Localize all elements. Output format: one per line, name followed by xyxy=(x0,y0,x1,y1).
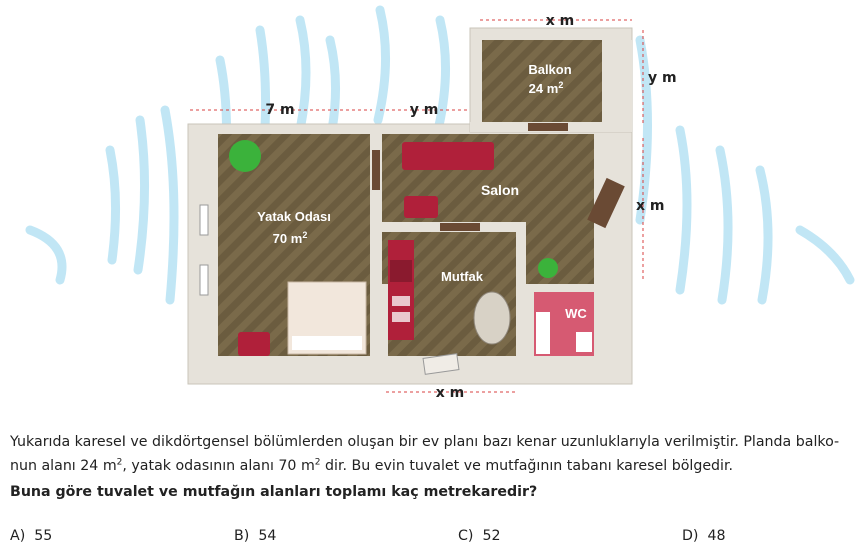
question-line-2a: nun alanı 24 m xyxy=(10,458,117,474)
room-balkon-area: 24 $m^2$ xyxy=(528,80,564,96)
question-line-2c: dir. Bu evin tuvalet ve mutfağının tabanı karesel bölgedir. xyxy=(320,458,734,474)
question-line-2b: , yatak odasının alanı 70 m xyxy=(122,458,315,474)
dim-kitchen-width: x m xyxy=(435,385,465,401)
option-b[interactable]: B) 54 xyxy=(234,528,277,544)
plant-bedroom xyxy=(229,140,261,172)
question-line-1: Yukarıda kareseI ve dikdörtgensel bölümlerden oluşan bir ev planı bazı kenar uzunluklarıyla verilmiştir. Planda balko- xyxy=(10,434,840,450)
wc-sink xyxy=(576,332,592,352)
plant-salon xyxy=(538,258,558,278)
room-wc-name: WC xyxy=(565,306,587,321)
dim-balcony-width: x m xyxy=(545,13,575,29)
armchair xyxy=(404,196,438,218)
sofa xyxy=(402,142,494,170)
kitchen-counter xyxy=(388,240,414,340)
wc-shower xyxy=(536,312,550,354)
dim-bedroom-width: 7 m xyxy=(265,102,295,118)
bedroom-chair xyxy=(238,332,270,356)
room-yatak-name: Yatak Odası xyxy=(257,209,331,224)
option-d[interactable]: D) 48 xyxy=(682,528,726,544)
question-text: Yukarıda kareseI ve dikdörtgensel bölümlerden oluşan bir ev planı bazı kenar uzunluklarıyla verilmiştir. Planda balko- nun alanı 24 $m^2$, yatak odasının alanı 70 $m^2$ dir. Bu evin tuvalet ve mutfağının tabanı karesel bölgedir. xyxy=(10,434,840,474)
room-balkon-name: Balkon xyxy=(528,62,572,77)
kitchen-table xyxy=(474,292,510,344)
dim-salon-width: y m xyxy=(409,102,439,118)
dim-salon-height: x m xyxy=(636,198,665,214)
option-c[interactable]: C) 52 xyxy=(458,528,501,544)
room-mutfak-name: Mutfak xyxy=(441,269,483,284)
question-prompt: Buna göre tuvalet ve mutfağın alanları toplamı kaç metrekaredir? xyxy=(10,484,538,500)
room-yatak-area: 70 $m^2$ xyxy=(272,230,308,246)
bed-pillows xyxy=(292,336,362,350)
dim-balcony-height: y m xyxy=(648,70,677,86)
room-salon-name: Salon xyxy=(480,182,520,198)
option-a[interactable]: A) 55 xyxy=(10,528,53,544)
